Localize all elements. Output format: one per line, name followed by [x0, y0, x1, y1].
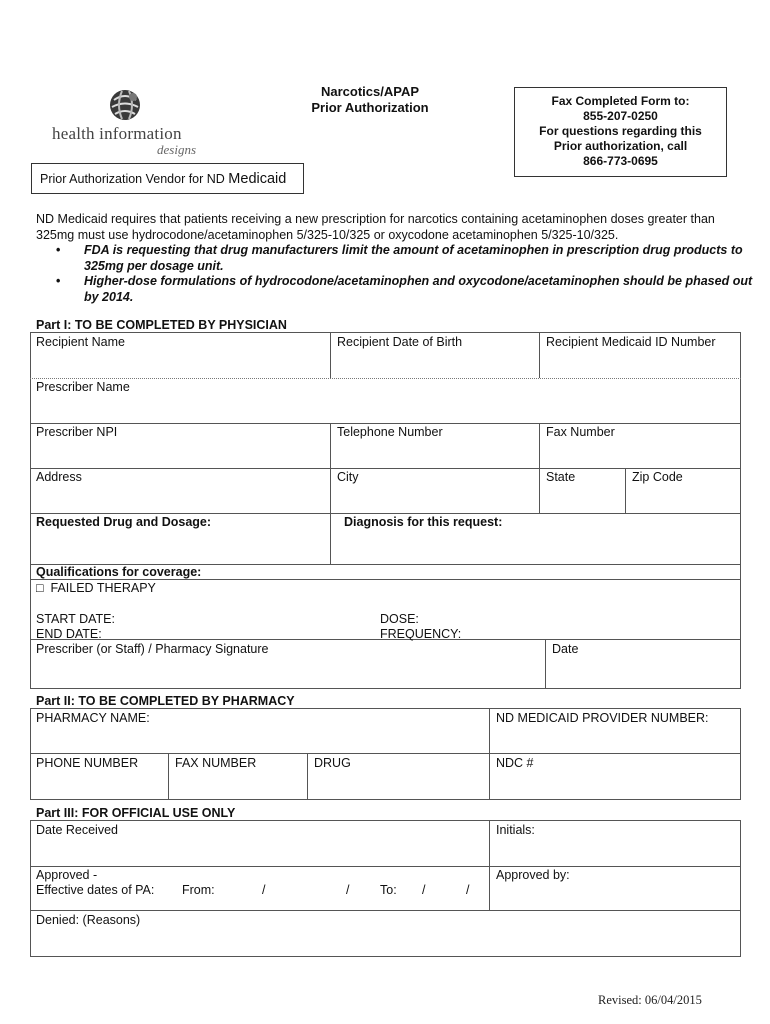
prescriber-name-label: Prescriber Name — [36, 380, 130, 394]
questions-label: For questions regarding this — [539, 124, 702, 138]
form-title-line1: Narcotics/APAP — [320, 84, 419, 99]
effective-dates-label: Effective dates of PA: — [36, 883, 155, 897]
qualifications-label: Qualifications for coverage: — [36, 565, 202, 579]
bullet-list — [56, 243, 756, 305]
from-slash-2: / — [346, 883, 350, 897]
recipient-name-label: Recipient Name — [36, 335, 125, 349]
signature-label: Prescriber (or Staff) / Pharmacy Signature — [36, 642, 269, 656]
logo-name: health information — [52, 124, 182, 143]
to-slash-2: / — [466, 883, 470, 897]
denied-label: Denied: (Reasons) — [36, 913, 141, 927]
drug-label: DRUG — [314, 756, 351, 770]
city-label: City — [337, 470, 359, 484]
phone-number: 866-773-0695 — [583, 154, 658, 168]
form-title-line2: Prior Authorization — [311, 100, 429, 115]
part1-heading: Part I: TO BE COMPLETED BY PHYSICIAN — [36, 318, 287, 332]
ndc-label: NDC # — [496, 756, 534, 770]
prescriber-npi-label: Prescriber NPI — [36, 425, 118, 439]
vendor-box — [31, 163, 304, 194]
zip-label: Zip Code — [632, 470, 683, 484]
form-title — [270, 84, 470, 116]
approved-by-label: Approved by: — [496, 868, 570, 882]
bullet-item: • Higher-dose formulations of hydrocodone/acetaminophen and oxycodone/acetaminophen should be phased out by 2014. — [56, 274, 753, 304]
company-logo — [52, 88, 202, 158]
part3-heading: Part III: FOR OFFICIAL USE ONLY — [36, 806, 236, 820]
fax-label: Fax Completed Form to: — [551, 94, 690, 108]
dose-label: DOSE: — [380, 612, 419, 626]
pharmacy-phone-label: PHONE NUMBER — [36, 756, 139, 770]
address-label: Address — [36, 470, 82, 484]
approved-label: Approved - — [36, 868, 98, 882]
from-slash-1: / — [262, 883, 266, 897]
requested-drug-label: Requested Drug and Dosage: — [36, 515, 212, 529]
state-label: State — [546, 470, 576, 484]
from-label: From: — [182, 883, 215, 897]
revised-date: Revised: 06/04/2015 — [598, 993, 702, 1007]
part2-heading: Part II: TO BE COMPLETED BY PHARMACY — [36, 694, 295, 708]
globe-icon — [108, 88, 142, 122]
failed-therapy-checkbox[interactable]: □ — [36, 581, 44, 595]
frequency-label: FREQUENCY: — [380, 627, 462, 641]
call-label: Prior authorization, call — [553, 139, 688, 153]
failed-therapy-label: FAILED THERAPY — [50, 581, 156, 595]
date-received-label: Date Received — [36, 823, 118, 837]
pharmacy-fax-label: FAX NUMBER — [175, 756, 257, 770]
to-label: To: — [380, 883, 397, 897]
intro-paragraph: ND Medicaid requires that patients receiving a new prescription for narcotics containing acetaminophen doses greater than 325mg must use hydrocodone/acetaminophen 5/325-10/325 or oxycodone acetaminophen 5/325-10/325. — [36, 212, 715, 242]
provider-number-label: ND MEDICAID PROVIDER NUMBER: — [496, 711, 709, 725]
to-slash-1: / — [422, 883, 426, 897]
bullet-item: • FDA is requesting that drug manufacturers limit the amount of acetaminophen in prescription drug products to 325mg per dosage unit. — [56, 243, 743, 273]
vendor-label: Prior Authorization Vendor for ND — [40, 172, 229, 186]
initials-label: Initials: — [496, 823, 535, 837]
fax-info-box — [514, 87, 727, 177]
pharmacy-name-label: PHARMACY NAME: — [36, 711, 150, 725]
recipient-dob-label: Recipient Date of Birth — [337, 335, 463, 349]
end-date-label: END DATE: — [36, 627, 102, 641]
diagnosis-label: Diagnosis for this request: — [344, 515, 503, 529]
logo-subname: designs — [157, 142, 196, 157]
fax-number-label: Fax Number — [546, 425, 615, 439]
recipient-id-label: Recipient Medicaid ID Number — [546, 335, 716, 349]
signature-date-label: Date — [552, 642, 579, 656]
failed-therapy-row — [36, 581, 156, 595]
start-date-label: START DATE: — [36, 612, 115, 626]
fax-number: 855-207-0250 — [583, 109, 658, 123]
telephone-label: Telephone Number — [337, 425, 443, 439]
vendor-medicaid: Medicaid — [228, 171, 287, 187]
